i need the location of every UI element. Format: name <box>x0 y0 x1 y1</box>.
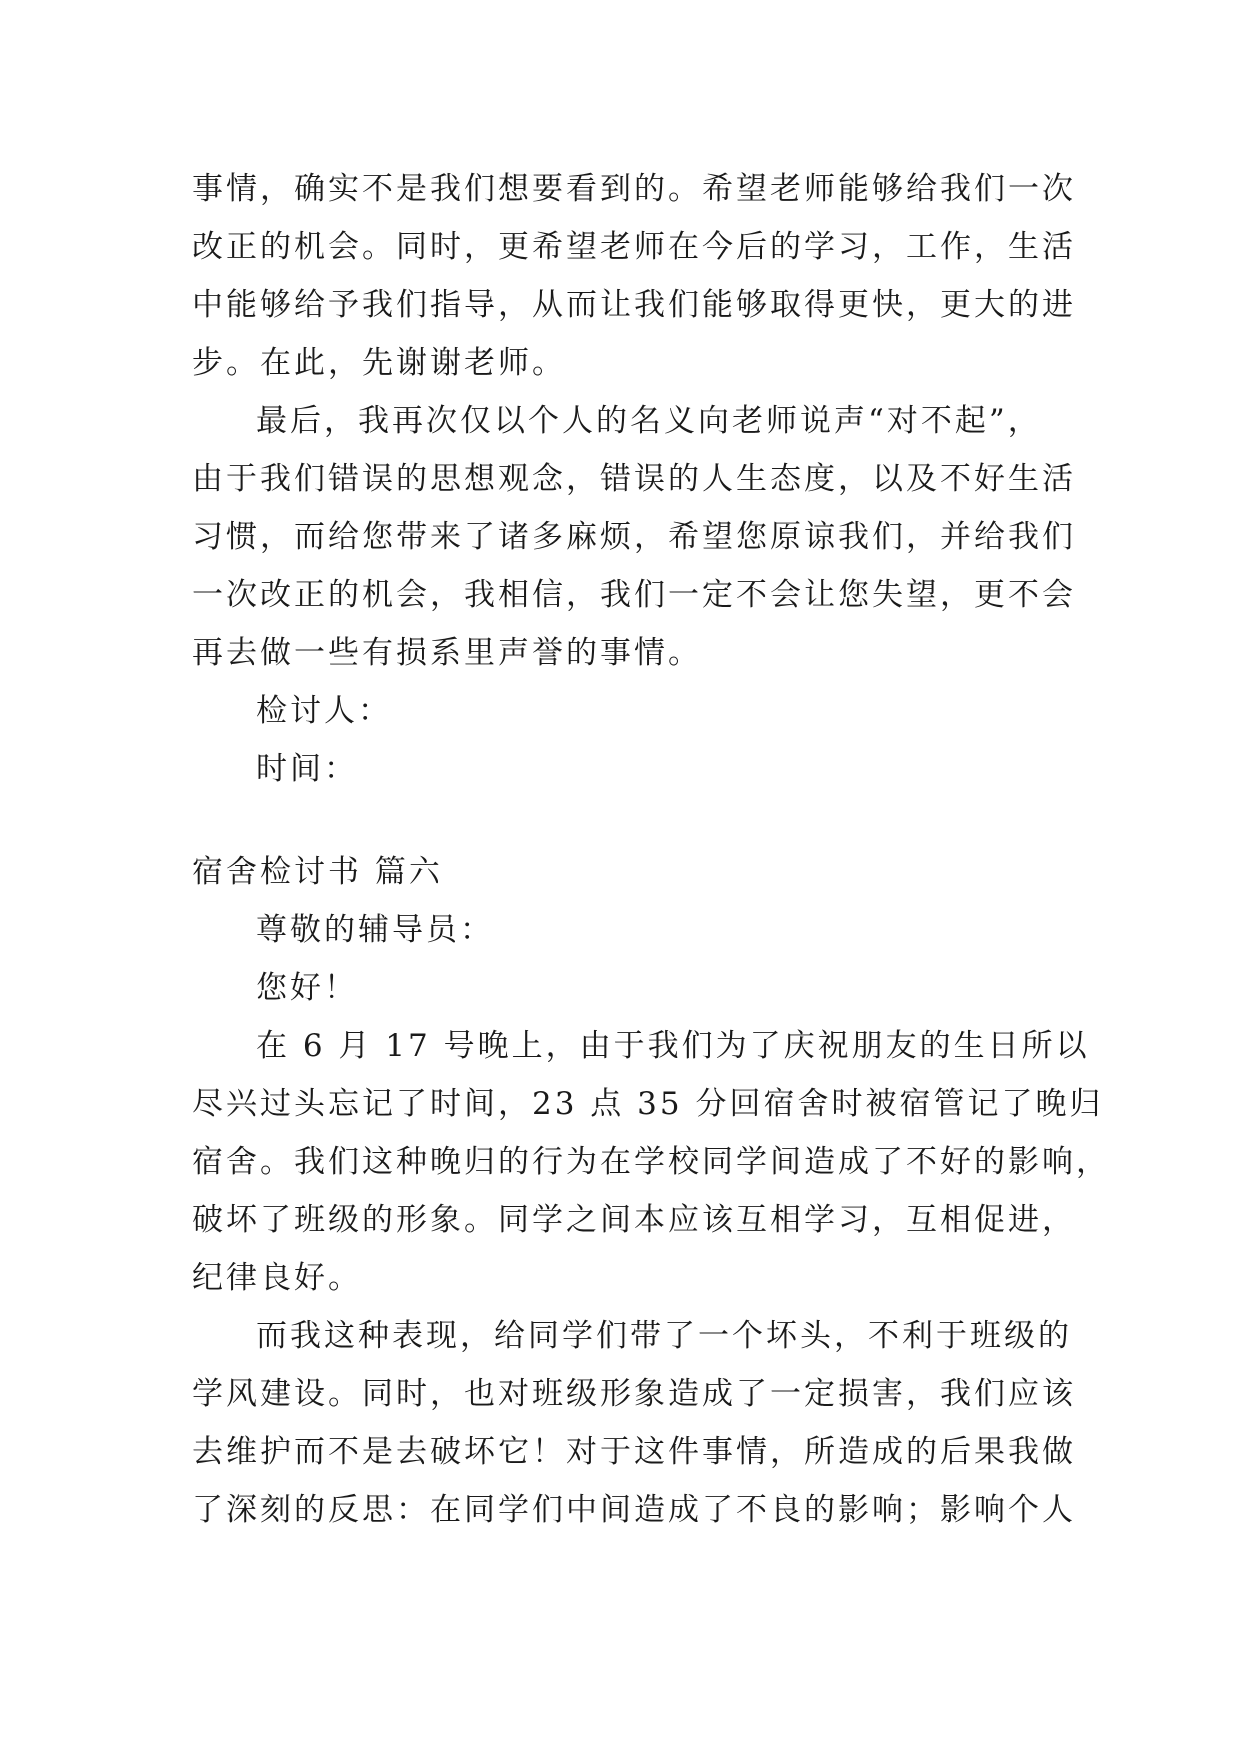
text-line: 时间： <box>256 751 358 787</box>
text-line: 学风建设。同时，也对班级形象造成了一定损害，我们应该 <box>192 1376 1076 1412</box>
text-line: 在 6 月 17 号晚上，由于我们为了庆祝朋友的生日所以 <box>256 1028 1090 1064</box>
text-line: 由于我们错误的思想观念，错误的人生态度，以及不好生活 <box>192 461 1076 497</box>
text-line: 宿舍。我们这种晚归的行为在学校同学间造成了不好的影响， <box>192 1144 1110 1180</box>
section-heading: 宿舍检讨书 篇六 <box>192 854 443 890</box>
text-line: 尊敬的辅导员： <box>256 912 494 948</box>
text-line: 改正的机会。同时，更希望老师在今后的学习，工作，生活 <box>192 229 1076 265</box>
text-line: 纪律良好。 <box>192 1260 362 1296</box>
text-line: 了深刻的反思：在同学们中间造成了不良的影响；影响个人 <box>192 1492 1076 1528</box>
text-line: 事情，确实不是我们想要看到的。希望老师能够给我们一次 <box>192 171 1076 207</box>
text-line: 而我这种表现，给同学们带了一个坏头，不利于班级的 <box>256 1318 1072 1354</box>
text-line: 尽兴过头忘记了时间，23 点 35 分回宿舍时被宿管记了晚归 <box>192 1086 1104 1122</box>
text-line: 习惯，而给您带来了诸多麻烦，希望您原谅我们，并给我们 <box>192 519 1076 555</box>
text-line: 检讨人： <box>256 693 392 729</box>
text-line: 破坏了班级的形象。同学之间本应该互相学习，互相促进， <box>192 1202 1076 1238</box>
text-line: 步。在此，先谢谢老师。 <box>192 345 566 381</box>
text-line: 去维护而不是去破坏它！对于这件事情，所造成的后果我做 <box>192 1434 1076 1470</box>
text-line: 一次改正的机会，我相信，我们一定不会让您失望，更不会 <box>192 577 1076 613</box>
text-line: 您好！ <box>256 970 358 1006</box>
text-line: 最后，我再次仅以个人的名义向老师说声“对不起”， <box>256 403 1042 439</box>
text-line: 中能够给予我们指导，从而让我们能够取得更快，更大的进 <box>192 287 1076 323</box>
text-line: 再去做一些有损系里声誉的事情。 <box>192 635 702 671</box>
